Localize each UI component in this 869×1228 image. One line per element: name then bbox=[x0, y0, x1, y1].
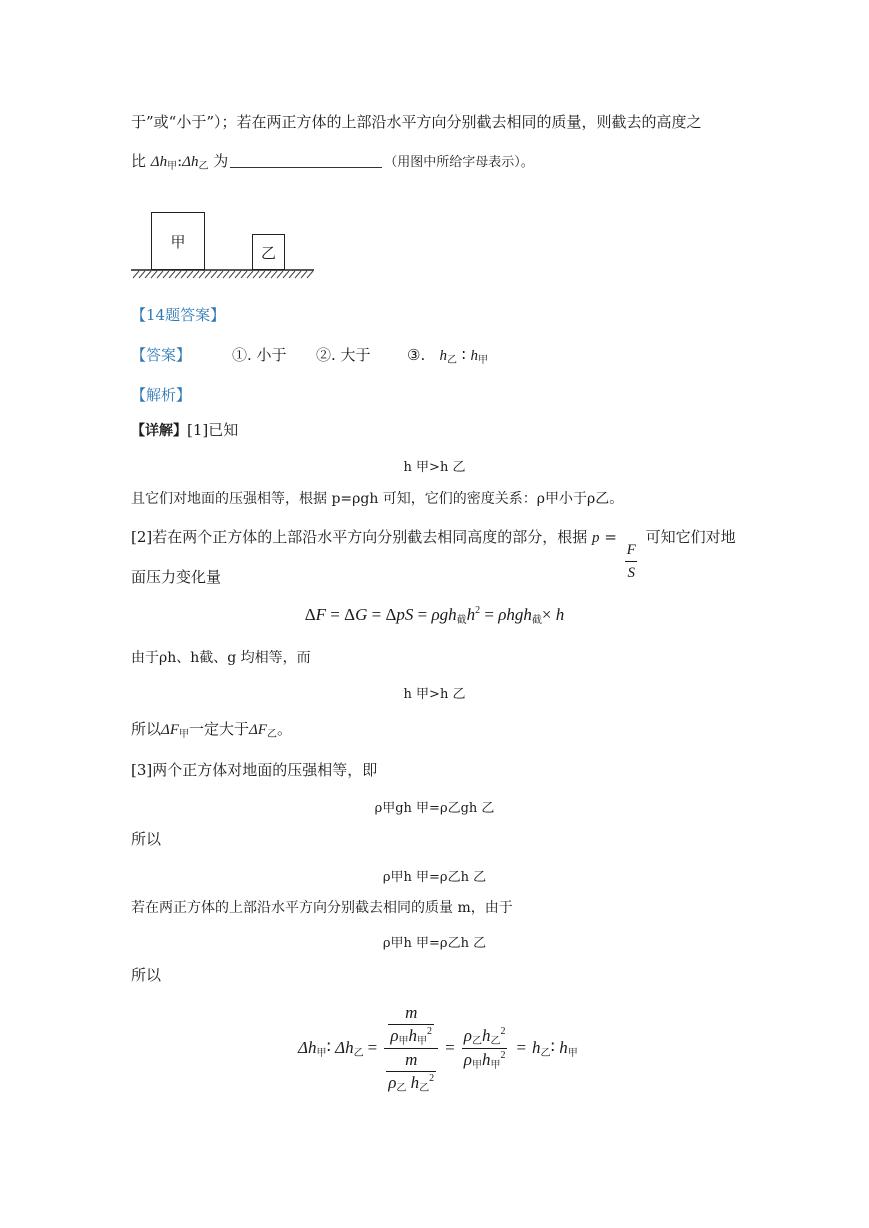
detail-p6: [3]两个正方体对地面的压强相等，即 bbox=[131, 761, 378, 779]
formula-h-compare-2: h 甲>h 乙 bbox=[403, 687, 466, 702]
intro-line-2: 比 $\Delta h_甲:\Delta h_乙$ 为 （用图中所给字母表示）。 bbox=[131, 152, 534, 172]
detail-p5: 所以$\Delta F_甲$一定大于$\Delta F_乙$。 bbox=[131, 720, 292, 740]
formula-pressure-equal: ρ甲gh 甲=ρ乙gh 乙 bbox=[374, 801, 495, 816]
formula-rho-h-2: ρ甲h 甲=ρ乙h 乙 bbox=[382, 936, 487, 951]
answer-line bbox=[131, 345, 191, 365]
formula-delta-F: $\Delta F = \Delta G = \Delta pS = \rho gh_截h^2 = \rho hgh_截\times h$ bbox=[304, 605, 565, 626]
detail-p7: 所以 bbox=[131, 830, 162, 848]
answer-blank bbox=[230, 153, 382, 168]
complex-fraction: $\frac{\frac{m}{\rho_甲h_甲^2}}{\frac{m}{\rho_乙 h_乙^2}}$ bbox=[384, 1003, 438, 1094]
figure-cubes bbox=[131, 210, 316, 282]
answer-header: 【14题答案】 bbox=[131, 306, 226, 324]
detail-p3: 面压力变化量 bbox=[131, 568, 222, 586]
detail-intro: 【详解】[1]已知 bbox=[131, 421, 239, 439]
answer-2: ②. 大于 bbox=[316, 346, 371, 364]
detail-p2: [2]若在两个正方体的上部沿水平方向分别截去相同高度的部分，根据 p = $\frac{F}{S}$ 可知它们对地 bbox=[131, 528, 736, 581]
cube-jia: 甲 bbox=[151, 212, 205, 270]
ground-hatch bbox=[131, 210, 316, 282]
formula-h-compare-1: h 甲>h 乙 bbox=[403, 460, 466, 475]
answer-3: ③. $h_乙$ ∶ $h_甲$ bbox=[407, 346, 488, 366]
detail-p8: 若在两正方体的上部沿水平方向分别截去相同的质量 m，由于 bbox=[131, 900, 513, 916]
intro-line-1: 于”或“小于”）；若在两正方体的上部沿水平方向分别截去相同的质量，则截去的高度之 bbox=[131, 113, 702, 131]
answer-label: 【答案】 bbox=[131, 346, 192, 364]
detail-p4: 由于ρh、h截、g 均相等，而 bbox=[131, 650, 311, 666]
cube-yi: 乙 bbox=[252, 234, 285, 270]
detail-p1: 且它们对地面的压强相等，根据 p=ρgh 可知，它们的密度关系：ρ甲小于ρ乙。 bbox=[131, 491, 624, 507]
analysis-header: 【解析】 bbox=[131, 386, 192, 404]
detail-p9: 所以 bbox=[131, 966, 162, 984]
answer-1: ①. 小于 bbox=[232, 346, 287, 364]
formula-rho-h-1: ρ甲h 甲=ρ乙h 乙 bbox=[382, 870, 487, 885]
formula-height-ratio: $\Delta h_甲∶$ $\Delta h_乙$ = $\frac{\frac{m}{\rho_甲h_甲^2}}{\frac{m}{\rho_乙 h_乙^2}}$ = $\frac{\rho_乙h_乙^2}{\rho_甲h_甲^2}$ = $h_乙∶$ $h_甲$ bbox=[298, 1002, 578, 1094]
